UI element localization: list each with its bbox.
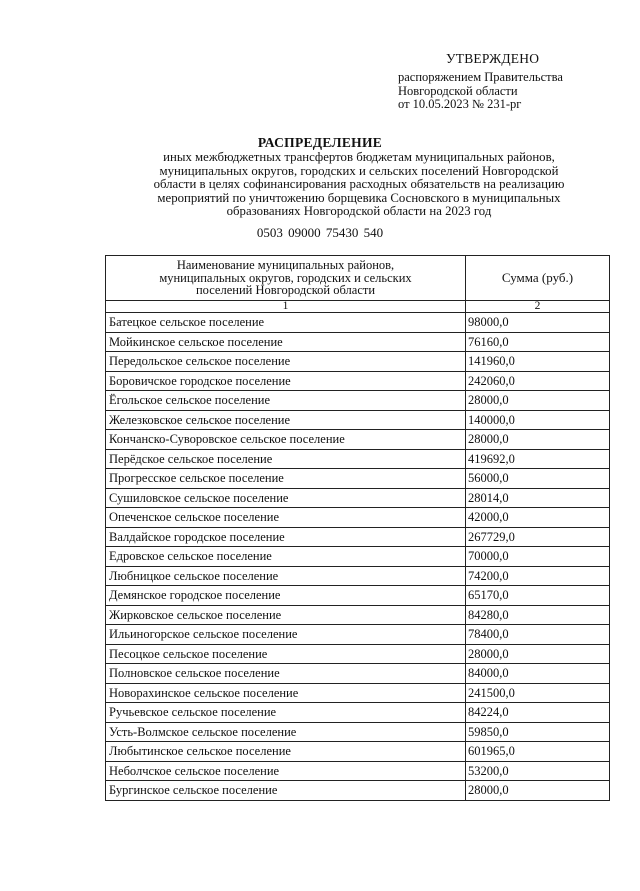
table-header-row xyxy=(106,256,610,301)
document-subtitle xyxy=(108,151,610,219)
settlement-name-cell: Усть-Волмское сельское поселение xyxy=(106,722,466,742)
table-row xyxy=(106,586,610,606)
settlement-name-cell: Мойкинское сельское поселение xyxy=(106,332,466,352)
distribution-table xyxy=(105,255,610,801)
table-row xyxy=(106,449,610,469)
column-number-1: 1 xyxy=(106,301,466,313)
table-row xyxy=(106,469,610,489)
sum-cell: 28000,0 xyxy=(466,781,610,801)
table-row xyxy=(106,703,610,723)
table-row xyxy=(106,664,610,684)
subtitle-line-1: иных межбюджетных трансфертов бюджетам муниципальных районов, xyxy=(163,150,555,164)
table-row xyxy=(106,625,610,645)
table-row xyxy=(106,371,610,391)
sum-cell: 267729,0 xyxy=(466,527,610,547)
table-row xyxy=(106,352,610,372)
subtitle-line-2: муниципальных округов, городских и сельских поселений Новгородской xyxy=(159,163,559,178)
settlement-name-cell: Ёгольское сельское поселение xyxy=(106,391,466,411)
sum-cell: 56000,0 xyxy=(466,469,610,489)
settlement-name-cell: Боровичское городское поселение xyxy=(106,371,466,391)
settlement-name-cell: Песоцкое сельское поселение xyxy=(106,644,466,664)
sum-cell: 419692,0 xyxy=(466,449,610,469)
settlement-name-cell: Демянское городское поселение xyxy=(106,586,466,606)
settlement-name-cell: Железковское сельское поселение xyxy=(106,410,466,430)
sum-cell: 241500,0 xyxy=(466,683,610,703)
budget-code: 0503 09000 75430 540 xyxy=(256,225,384,240)
settlement-name-cell: Ильиногорское сельское поселение xyxy=(106,625,466,645)
settlement-name-cell: Ручьевское сельское поселение xyxy=(106,703,466,723)
sum-cell: 65170,0 xyxy=(466,586,610,606)
sum-cell: 59850,0 xyxy=(466,722,610,742)
settlement-name-cell: Валдайское городское поселение xyxy=(106,527,466,547)
document-title: РАСПРЕДЕЛЕНИЕ xyxy=(257,135,383,150)
approval-line-1: распоряжением Правительства xyxy=(398,70,563,84)
approval-line-2: Новгородской области xyxy=(398,83,518,98)
subtitle-line-5: образованиях Новгородской области на 2023 год xyxy=(226,204,492,219)
sum-cell: 70000,0 xyxy=(466,547,610,567)
sum-cell: 84000,0 xyxy=(466,664,610,684)
header-name-column xyxy=(106,256,466,301)
column-number-row xyxy=(106,301,610,313)
header-name-line-2: муниципальных округов, городских и сельских xyxy=(159,270,412,285)
table-row xyxy=(106,391,610,411)
sum-cell: 53200,0 xyxy=(466,761,610,781)
settlement-name-cell: Неболчское сельское поселение xyxy=(106,761,466,781)
sum-cell: 42000,0 xyxy=(466,508,610,528)
table-row xyxy=(106,742,610,762)
settlement-name-cell: Жирковское сельское поселение xyxy=(106,605,466,625)
settlement-name-cell: Полновское сельское поселение xyxy=(106,664,466,684)
sum-cell: 140000,0 xyxy=(466,410,610,430)
sum-cell: 141960,0 xyxy=(466,352,610,372)
settlement-name-cell: Любытинское сельское поселение xyxy=(106,742,466,762)
table-row xyxy=(106,644,610,664)
subtitle-line-4: мероприятий по уничтожению борщевика Сосновского в муниципальных xyxy=(157,190,561,205)
column-number-2: 2 xyxy=(466,301,610,313)
header-name-line-3: поселений Новгородской области xyxy=(195,283,376,298)
settlement-name-cell: Батецкое сельское поселение xyxy=(106,313,466,333)
sum-cell: 84224,0 xyxy=(466,703,610,723)
table-row xyxy=(106,722,610,742)
table-row xyxy=(106,566,610,586)
sum-cell: 28000,0 xyxy=(466,644,610,664)
settlement-name-cell: Любницкое сельское поселение xyxy=(106,566,466,586)
table-row xyxy=(106,527,610,547)
settlement-name-cell: Прогресское сельское поселение xyxy=(106,469,466,489)
sum-cell: 28000,0 xyxy=(466,430,610,450)
settlement-name-cell: Бургинское сельское поселение xyxy=(106,781,466,801)
settlement-name-cell: Опеченское сельское поселение xyxy=(106,508,466,528)
table-row xyxy=(106,488,610,508)
settlement-name-cell: Кончанско-Суворовское сельское поселение xyxy=(106,430,466,450)
table-row xyxy=(106,605,610,625)
table-row xyxy=(106,508,610,528)
approved-stamp-text: УТВЕРЖДЕНО xyxy=(446,51,540,66)
header-name-line-1: Наименование муниципальных районов, xyxy=(176,258,395,273)
sum-cell: 28000,0 xyxy=(466,391,610,411)
approval-details xyxy=(398,71,563,112)
sum-cell: 78400,0 xyxy=(466,625,610,645)
table-row xyxy=(106,683,610,703)
settlement-name-cell: Перёдское сельское поселение xyxy=(106,449,466,469)
settlement-name-cell: Едровское сельское поселение xyxy=(106,547,466,567)
sum-cell: 242060,0 xyxy=(466,371,610,391)
table-row xyxy=(106,761,610,781)
table-body xyxy=(106,313,610,801)
approval-line-3: от 10.05.2023 № 231-рг xyxy=(398,97,522,111)
sum-cell: 28014,0 xyxy=(466,488,610,508)
sum-cell: 74200,0 xyxy=(466,566,610,586)
table-row xyxy=(106,410,610,430)
header-sum-column: Сумма (руб.) xyxy=(466,256,610,301)
table-row xyxy=(106,313,610,333)
settlement-name-cell: Сушиловское сельское поселение xyxy=(106,488,466,508)
table-row xyxy=(106,332,610,352)
settlement-name-cell: Передольское сельское поселение xyxy=(106,352,466,372)
subtitle-line-3: области в целях софинансирования расходных обязательств на реализацию xyxy=(153,177,565,192)
table-row xyxy=(106,547,610,567)
sum-cell: 76160,0 xyxy=(466,332,610,352)
settlement-name-cell: Новорахинское сельское поселение xyxy=(106,683,466,703)
sum-cell: 98000,0 xyxy=(466,313,610,333)
sum-cell: 84280,0 xyxy=(466,605,610,625)
table-row xyxy=(106,781,610,801)
sum-cell: 601965,0 xyxy=(466,742,610,762)
table-row xyxy=(106,430,610,450)
